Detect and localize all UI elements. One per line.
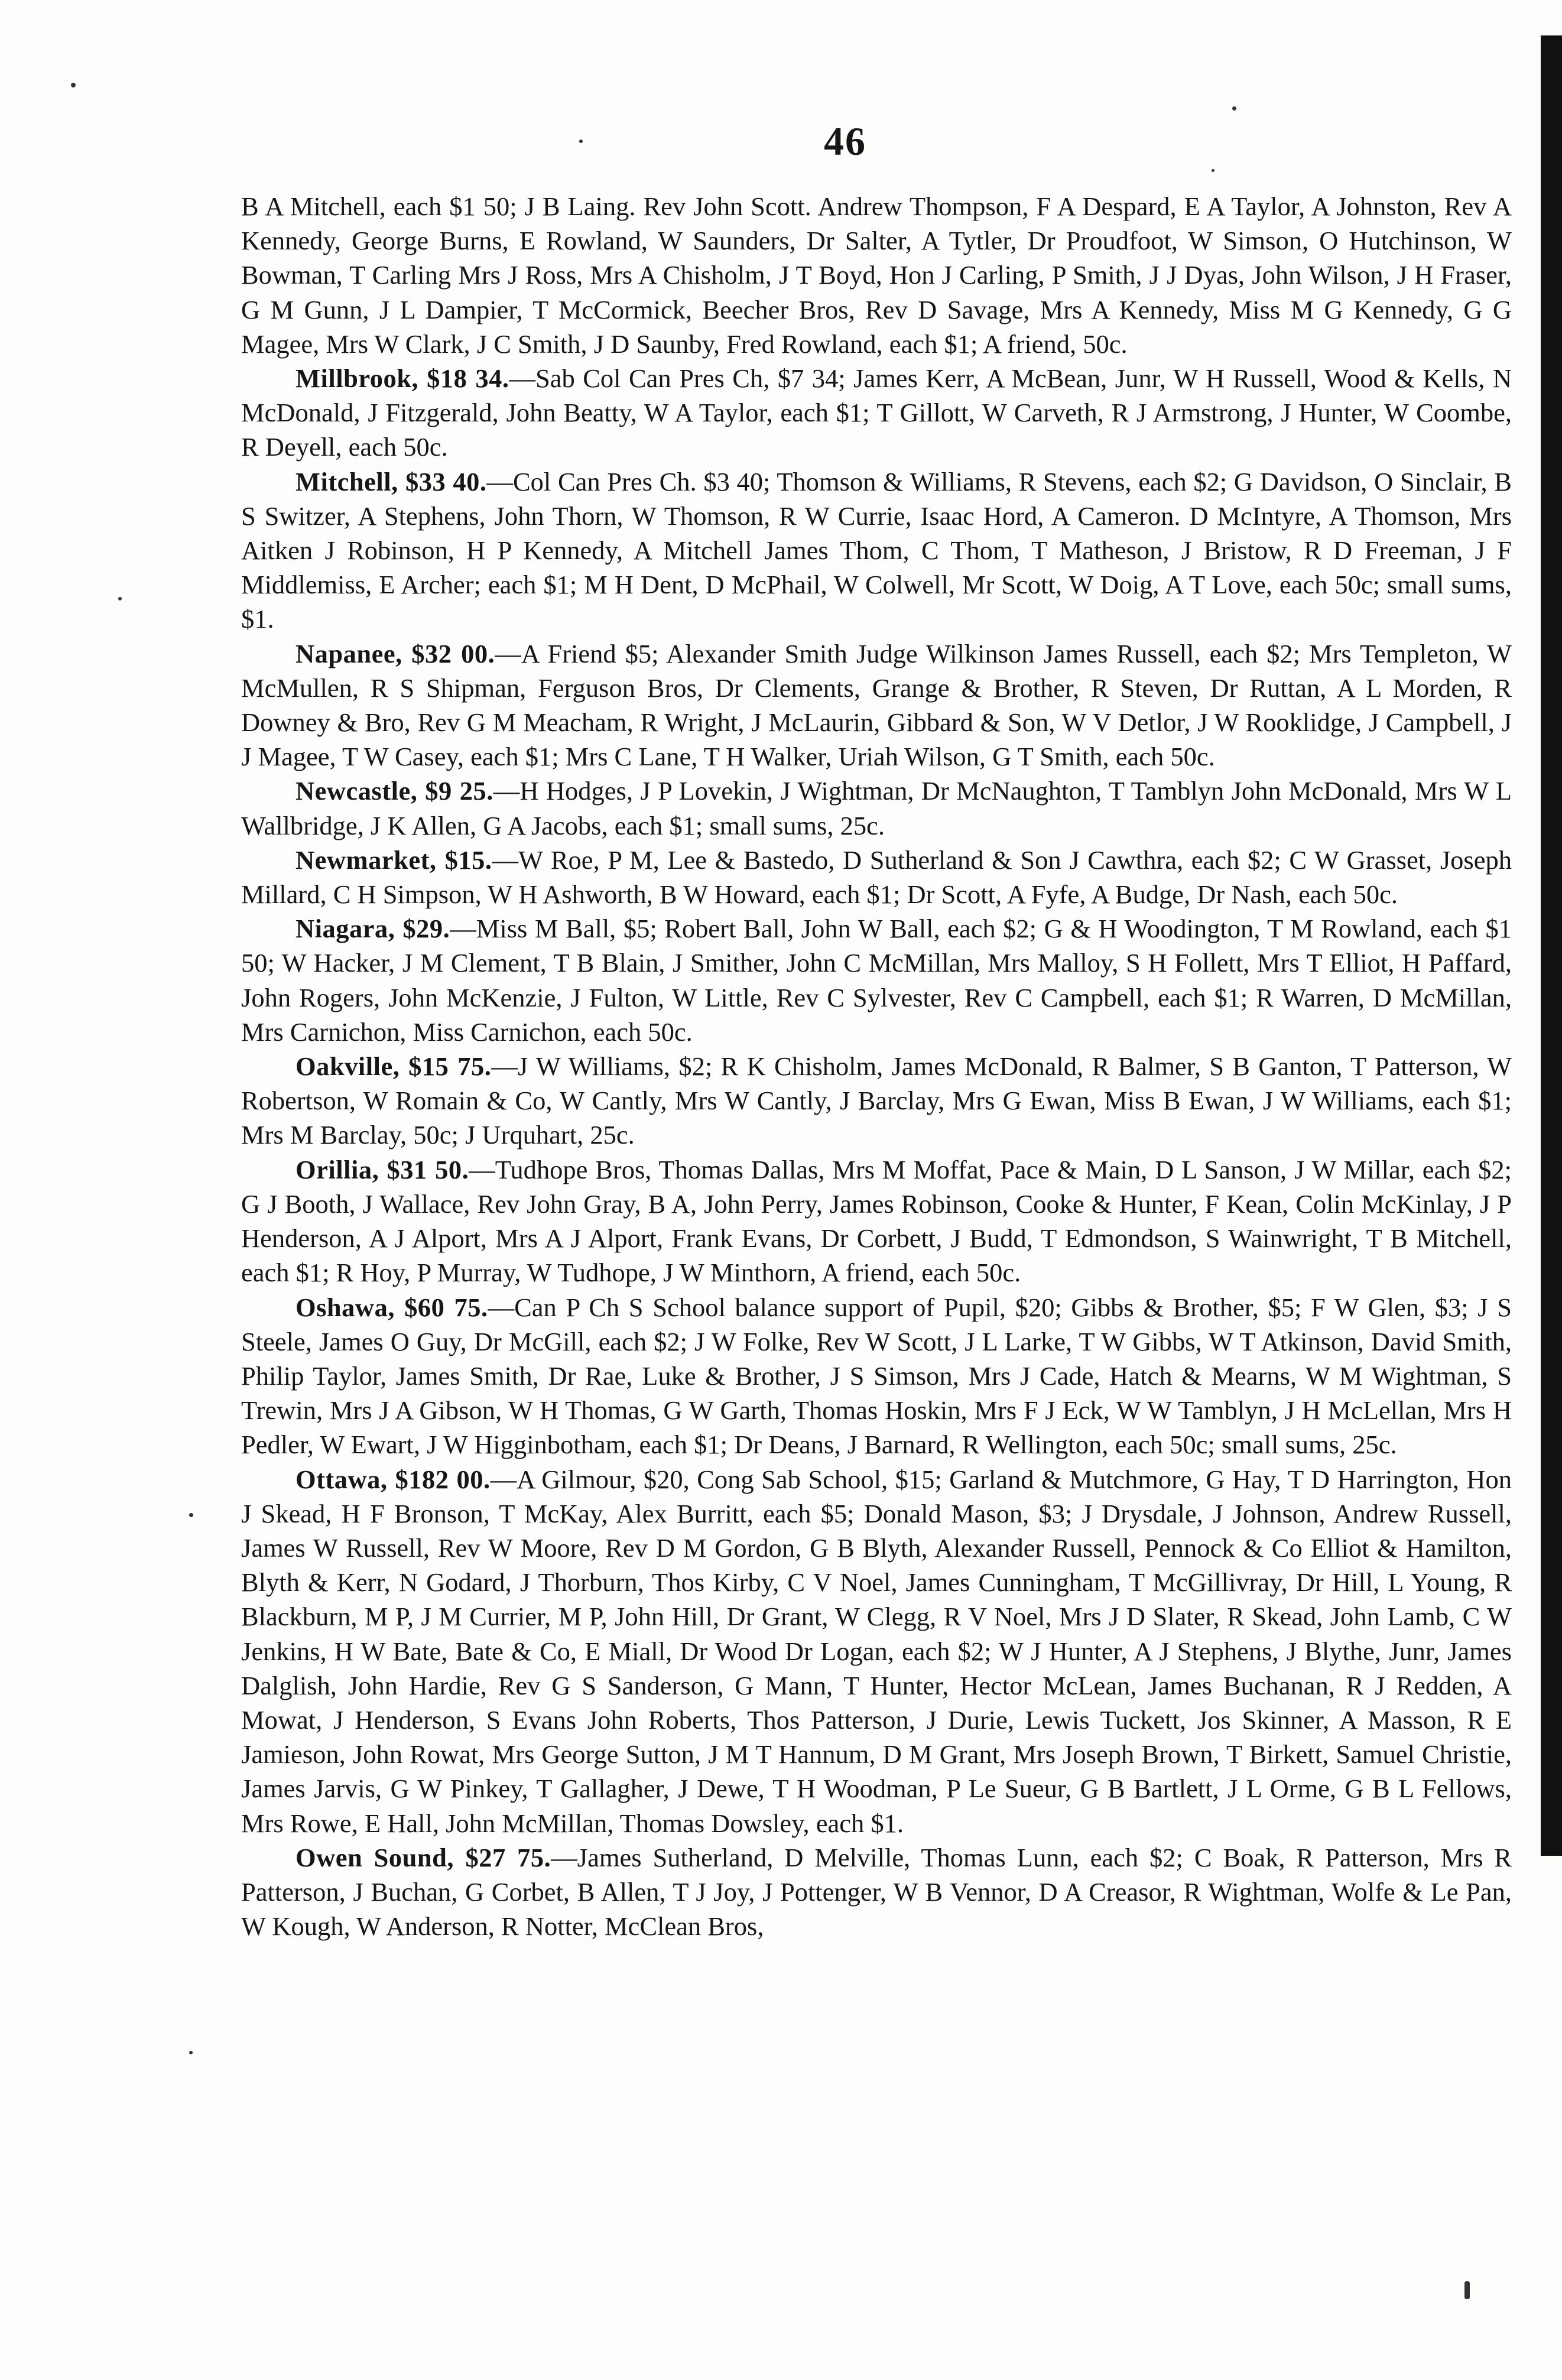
page-number: 46 bbox=[824, 119, 866, 164]
list-entry bbox=[241, 189, 1512, 361]
list-entry bbox=[241, 843, 1512, 911]
scan-speck bbox=[1464, 2281, 1470, 2299]
entry-body: —J W Williams, $2; R K Chisholm, James McDonald, R Balmer, S B Ganton, T Patterson, W Robertson, W Romain & Co, W Cantly, Mrs W Cantly, J Barclay, Mrs G Ewan, Miss B Ewan, J W Williams, each $1; Mrs M Barclay, 50c; J Urquhart, 25c. bbox=[241, 1051, 1512, 1150]
entry-body: —A Gilmour, $20, Cong Sab School, $15; Garland & Mutchmore, G Hay, T D Harrington, Hon J Skead, H F Bronson, T McKay, Alex Burritt, each $5; Donald Mason, $3; J Drysdale, J Johnson, Andrew Russell, James W Russell, Rev W Moore, Rev D M Gordon, G B Blyth, Alexander Russell, Pennock & Co Elliot & Hamilton, Blyth & Kerr, N Godard, J Thorburn, Thos Kirby, C V Noel, James Cunningham, T McGillivray, Dr Hill, L Young, R Blackburn, M P, J M Currier, M P, John Hill, Dr Grant, W Clegg, R V Noel, Mrs J D Slater, R Skead, John Lamb, C W Jenkins, H W Bate, Bate & Co, E Miall, Dr Wood Dr Logan, each $2; W J Hunter, A J Stephens, J Blythe, Junr, James Dalglish, John Hardie, Rev G S Sanderson, G Mann, T Hunter, Hector McLean, James Buchanan, R J Redden, A Mowat, J Henderson, S Evans John Roberts, Thos Patterson, J Durie, Lewis Tuckett, Jos Skinner, A Masson, R E Jamieson, John Rowat, Mrs George Sutton, J M T Hannum, D M Grant, Mrs Joseph Brown, T Birkett, Samuel Christie, James Jarvis, G W Pinkey, T Gallagher, J Dewe, T H Woodman, P Le Sueur, G B Bartlett, J L Orme, G B L Fellows, Mrs Rowe, E Hall, John McMillan, Thomas Dowsley, each $1. bbox=[241, 1464, 1512, 1838]
entry-body: B A Mitchell, each $1 50; J B Laing. Rev John Scott. Andrew Thompson, F A Despard, E A Taylor, A Johnston, Rev A Kennedy, George Burns, E Rowland, W Saunders, Dr Salter, A Tytler, Dr Proudfoot, W Simson, O Hutchinson, W Bowman, T Carling Mrs J Ross, Mrs A Chisholm, J T Boyd, Hon J Carling, P Smith, J J Dyas, John Wilson, J H Fraser, G M Gunn, J L Dampier, T McCormick, Beecher Bros, Rev D Savage, Mrs A Kennedy, Miss M G Kennedy, G G Magee, Mrs W Clark, J C Smith, J D Saunby, Fred Rowland, each $1; A friend, 50c. bbox=[241, 191, 1512, 359]
list-entry bbox=[241, 1152, 1512, 1290]
entry-body: —Col Can Pres Ch. $3 40; Thomson & Williams, R Stevens, each $2; G Davidson, O Sinclair, B S Switzer, A Stephens, John Thorn, W Thomson, R W Currie, Isaac Hord, A Cameron. D McIntyre, A Thomson, Mrs Aitken J Robinson, H P Kennedy, A Mitchell James Thom, C Thom, T Matheson, J Bristow, R D Freeman, J F Middlemiss, E Archer; each $1; M H Dent, D McPhail, W Colwell, Mr Scott, W Doig, A T Love, each 50c; small sums, $1. bbox=[241, 466, 1512, 634]
entry-heading: Napanee, $32 00. bbox=[295, 638, 495, 668]
entry-heading: Ottawa, $182 00. bbox=[295, 1464, 491, 1494]
scan-speck bbox=[71, 83, 76, 87]
scan-speck bbox=[189, 1513, 193, 1517]
entry-heading: Newcastle, $9 25. bbox=[295, 776, 493, 806]
entry-body: —H Hodges, J P Lovekin, J Wightman, Dr McNaughton, T Tamblyn John McDonald, Mrs W L Wallbridge, J K Allen, G A Jacobs, each $1; small sums, 25c. bbox=[241, 776, 1512, 840]
scan-speck bbox=[579, 139, 583, 143]
scan-speck bbox=[118, 597, 122, 600]
entry-heading: Millbrook, $18 34. bbox=[295, 363, 509, 394]
scan-speck bbox=[1212, 169, 1214, 172]
entry-heading: Mitchell, $33 40. bbox=[295, 466, 487, 496]
entry-heading: Owen Sound, $27 75. bbox=[295, 1842, 551, 1872]
entry-heading: Orillia, $31 50. bbox=[295, 1154, 469, 1184]
entry-body: —Miss M Ball, $5; Robert Ball, John W Ball, each $2; G & H Woodington, T M Rowland, each $1 50; W Hacker, J M Clement, T B Blain, J Smither, John C McMillan, Mrs Malloy, S H Follett, Mrs T Elliot, H Paffard, John Rogers, John McKenzie, J Fulton, W Little, Rev C Sylvester, Rev C Campbell, each $1; R Warren, D McMillan, Mrs Carnichon, Miss Carnichon, each 50c. bbox=[241, 914, 1512, 1047]
scan-speck bbox=[189, 2051, 193, 2054]
list-entry bbox=[241, 774, 1512, 842]
entry-body: —W Roe, P M, Lee & Bastedo, D Sutherland & Son J Cawthra, each $2; C W Grasset, Joseph Millard, C H Simpson, W H Ashworth, B W Howard, each $1; Dr Scott, A Fyfe, A Budge, Dr Nash, each 50c. bbox=[241, 845, 1512, 910]
entry-body: —A Friend $5; Alexander Smith Judge Wilkinson James Russell, each $2; Mrs Templeton, W McMullen, R S Shipman, Ferguson Bros, Dr Clements, Grange & Brother, R Steven, Dr Ruttan, A L Morden, R Downey & Bro, Rev G M Meacham, R Wright, J McLaurin, Gibbard & Son, W V Detlor, J W Rooklidge, J Campbell, J J Magee, T W Casey, each $1; Mrs C Lane, T H Walker, Uriah Wilson, G T Smith, each 50c. bbox=[241, 638, 1512, 772]
entry-heading: Oshawa, $60 75. bbox=[295, 1292, 488, 1322]
list-entry bbox=[241, 1290, 1512, 1462]
list-entry bbox=[241, 637, 1512, 774]
entry-body: —Tudhope Bros, Thomas Dallas, Mrs M Moffat, Pace & Main, D L Sanson, J W Millar, each $2; G J Booth, J Wallace, Rev John Gray, B A, John Perry, James Robinson, Cooke & Hunter, F Kean, Colin McKinlay, J P Henderson, A J Alport, Mrs A J Alport, Frank Evans, Dr Corbett, J Budd, T Edmondson, S Wainwright, T B Mitchell, each $1; R Hoy, P Murray, W Tudhope, J W Minthorn, A friend, each 50c. bbox=[241, 1154, 1512, 1288]
list-entry bbox=[241, 1049, 1512, 1152]
scan-speck bbox=[1232, 106, 1236, 111]
entry-body: —Sab Col Can Pres Ch, $7 34; James Kerr, A McBean, Junr, W H Russell, Wood & Kells, N McDonald, J Fitzgerald, John Beatty, W A Taylor, each $1; T Gillott, W Carveth, R J Armstrong, J Hunter, W Coombe, R Deyell, each 50c. bbox=[241, 363, 1512, 462]
entry-heading: Newmarket, $15. bbox=[295, 845, 492, 875]
list-entry bbox=[241, 911, 1512, 1049]
list-entry bbox=[241, 361, 1512, 465]
list-entry bbox=[241, 1462, 1512, 1840]
page-edge-shadow bbox=[1541, 35, 1562, 1856]
list-entry bbox=[241, 1840, 1512, 1944]
subscription-list bbox=[241, 189, 1512, 1943]
entry-body: —Can P Ch S School balance support of Pupil, $20; Gibbs & Brother, $5; F W Glen, $3; J S Steele, James O Guy, Dr McGill, each $2; J W Folke, Rev W Scott, J L Larke, T W Gibbs, W T Atkinson, David Smith, Philip Taylor, James Smith, Dr Rae, Luke & Brother, J S Simson, Mrs J Cade, Hatch & Mearns, W M Wightman, S Trewin, Mrs J A Gibson, W H Thomas, G W Garth, Thomas Hoskin, Mrs F J Eck, W W Tamblyn, J H McLellan, Mrs H Pedler, W Ewart, J W Higginbotham, each $1; Dr Deans, J Barnard, R Wellington, each 50c; small sums, 25c. bbox=[241, 1292, 1512, 1460]
list-entry bbox=[241, 465, 1512, 637]
entry-heading: Niagara, $29. bbox=[295, 914, 450, 944]
entry-body: —James Sutherland, D Melville, Thomas Lunn, each $2; C Boak, R Patterson, Mrs R Patterson, J Buchan, G Corbet, B Allen, T J Joy, J Pottenger, W B Vennor, D A Creasor, R Wightman, Wolfe & Le Pan, W Kough, W Anderson, R Notter, McClean Bros, bbox=[241, 1842, 1512, 1941]
entry-heading: Oakville, $15 75. bbox=[295, 1051, 492, 1082]
